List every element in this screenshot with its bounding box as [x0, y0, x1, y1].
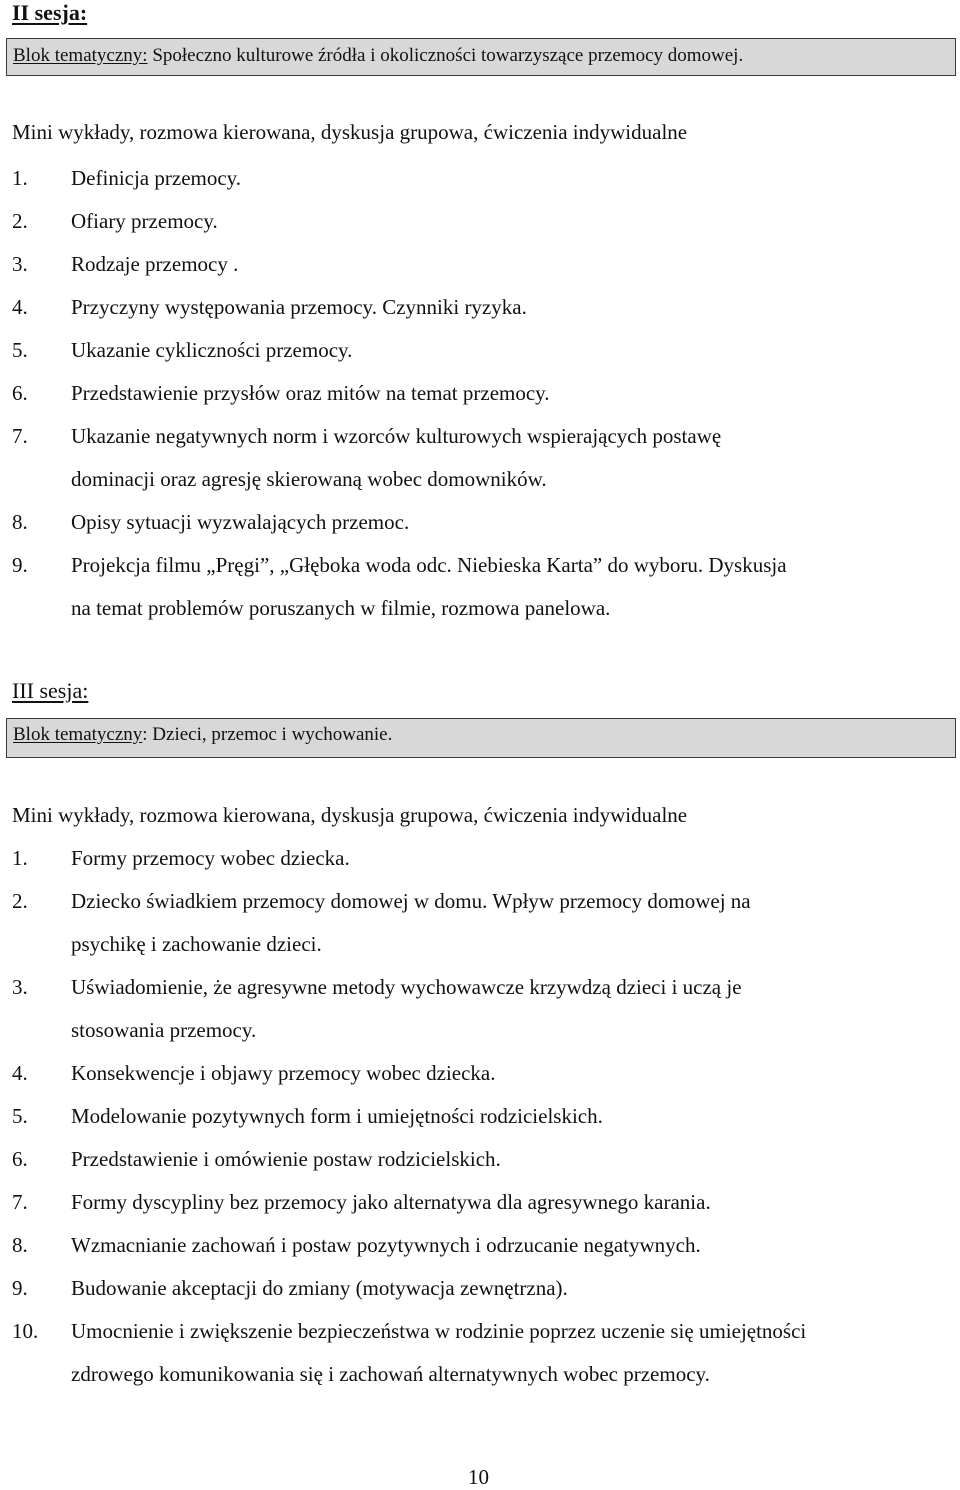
- topic-text: : Dzieci, przemoc i wychowanie.: [142, 724, 393, 745]
- list-item-number: 9.: [12, 1276, 28, 1300]
- list-item-text: Przyczyny występowania przemocy. Czynniki ryzyka.: [71, 295, 527, 319]
- list-item-number: 1.: [12, 846, 28, 870]
- list-item-number: 3.: [12, 975, 28, 999]
- topic-label: Blok tematyczny: [13, 724, 143, 745]
- list-item-text: na temat problemów poruszanych w filmie, rozmowa panelowa.: [71, 596, 611, 620]
- list-item-number: 4.: [12, 1061, 28, 1085]
- list-item-text: Formy przemocy wobec dziecka.: [71, 846, 350, 870]
- list-item-number: 10.: [12, 1319, 39, 1343]
- session-2-heading: II sesja:: [12, 0, 88, 25]
- list-item-text: Uświadomienie, że agresywne metody wychowawcze krzywdzą dzieci i uczą je: [71, 975, 742, 999]
- list-item-text: Konsekwencje i objawy przemocy wobec dziecka.: [71, 1061, 496, 1085]
- list-item-number: 8.: [12, 1233, 28, 1257]
- list-item-number: 2.: [12, 209, 28, 233]
- list-item-text: Ukazanie negatywnych norm i wzorców kulturowych wspierających postawę: [71, 424, 722, 448]
- session-3-methods: Mini wykłady, rozmowa kierowana, dyskusja grupowa, ćwiczenia indywidualne: [12, 803, 688, 827]
- list-item-number: 6.: [12, 1147, 28, 1171]
- topic-text: Społeczno kulturowe źródła i okoliczności towarzyszące przemocy domowej.: [147, 45, 744, 66]
- topic-label: Blok tematyczny:: [13, 45, 148, 66]
- list-item-text: Wzmacnianie zachowań i postaw pozytywnych i odrzucanie negatywnych.: [71, 1233, 701, 1257]
- list-item-text: Modelowanie pozytywnych form i umiejętności rodzicielskich.: [71, 1104, 603, 1128]
- list-item-text: Przedstawienie i omówienie postaw rodzicielskich.: [71, 1147, 501, 1171]
- list-item-text: Definicja przemocy.: [71, 166, 242, 190]
- list-item-text: Ukazanie cykliczności przemocy.: [71, 338, 353, 362]
- list-item-text: stosowania przemocy.: [71, 1018, 257, 1042]
- list-item-number: 3.: [12, 252, 28, 276]
- list-item-number: 5.: [12, 1104, 28, 1128]
- list-item-number: 8.: [12, 510, 28, 534]
- list-item-number: 4.: [12, 295, 28, 319]
- session-2-topic-box: [6, 38, 956, 76]
- list-item-text: Budowanie akceptacji do zmiany (motywacja zewnętrzna).: [71, 1276, 568, 1300]
- list-item-number: 7.: [12, 1190, 28, 1214]
- list-item-text: Umocnienie i zwiększenie bezpieczeństwa w rodzinie poprzez uczenie się umiejętności: [71, 1319, 807, 1343]
- session-3-heading: III sesja:: [12, 678, 89, 703]
- list-item-text: Przedstawienie przysłów oraz mitów na temat przemocy.: [71, 381, 550, 405]
- list-item-text: Projekcja filmu „Pręgi”, „Głęboka woda odc. Niebieska Karta” do wyboru. Dyskusja: [71, 553, 787, 577]
- list-item-number: 7.: [12, 424, 28, 448]
- list-item-number: 2.: [12, 889, 28, 913]
- list-item-text: Formy dyscypliny bez przemocy jako alternatywa dla agresywnego karania.: [71, 1190, 711, 1214]
- list-item-text: psychikę i zachowanie dzieci.: [71, 932, 322, 956]
- list-item-text: Opisy sytuacji wyzwalających przemoc.: [71, 510, 410, 534]
- list-item-text: zdrowego komunikowania się i zachowań alternatywnych wobec przemocy.: [71, 1362, 710, 1386]
- session-2-methods: Mini wykłady, rozmowa kierowana, dyskusja grupowa, ćwiczenia indywidualne: [12, 120, 688, 144]
- session-3-topic-box: [6, 718, 956, 758]
- list-item-number: 6.: [12, 381, 28, 405]
- list-item-text: Rodzaje przemocy .: [71, 252, 239, 276]
- list-item-text: Ofiary przemocy.: [71, 209, 218, 233]
- page-number: 10: [468, 1465, 489, 1489]
- list-item-number: 1.: [12, 166, 28, 190]
- list-item-number: 5.: [12, 338, 28, 362]
- list-item-text: Dziecko świadkiem przemocy domowej w domu. Wpływ przemocy domowej na: [71, 889, 751, 913]
- list-item-number: 9.: [12, 553, 28, 577]
- list-item-text: dominacji oraz agresję skierowaną wobec domowników.: [71, 467, 547, 491]
